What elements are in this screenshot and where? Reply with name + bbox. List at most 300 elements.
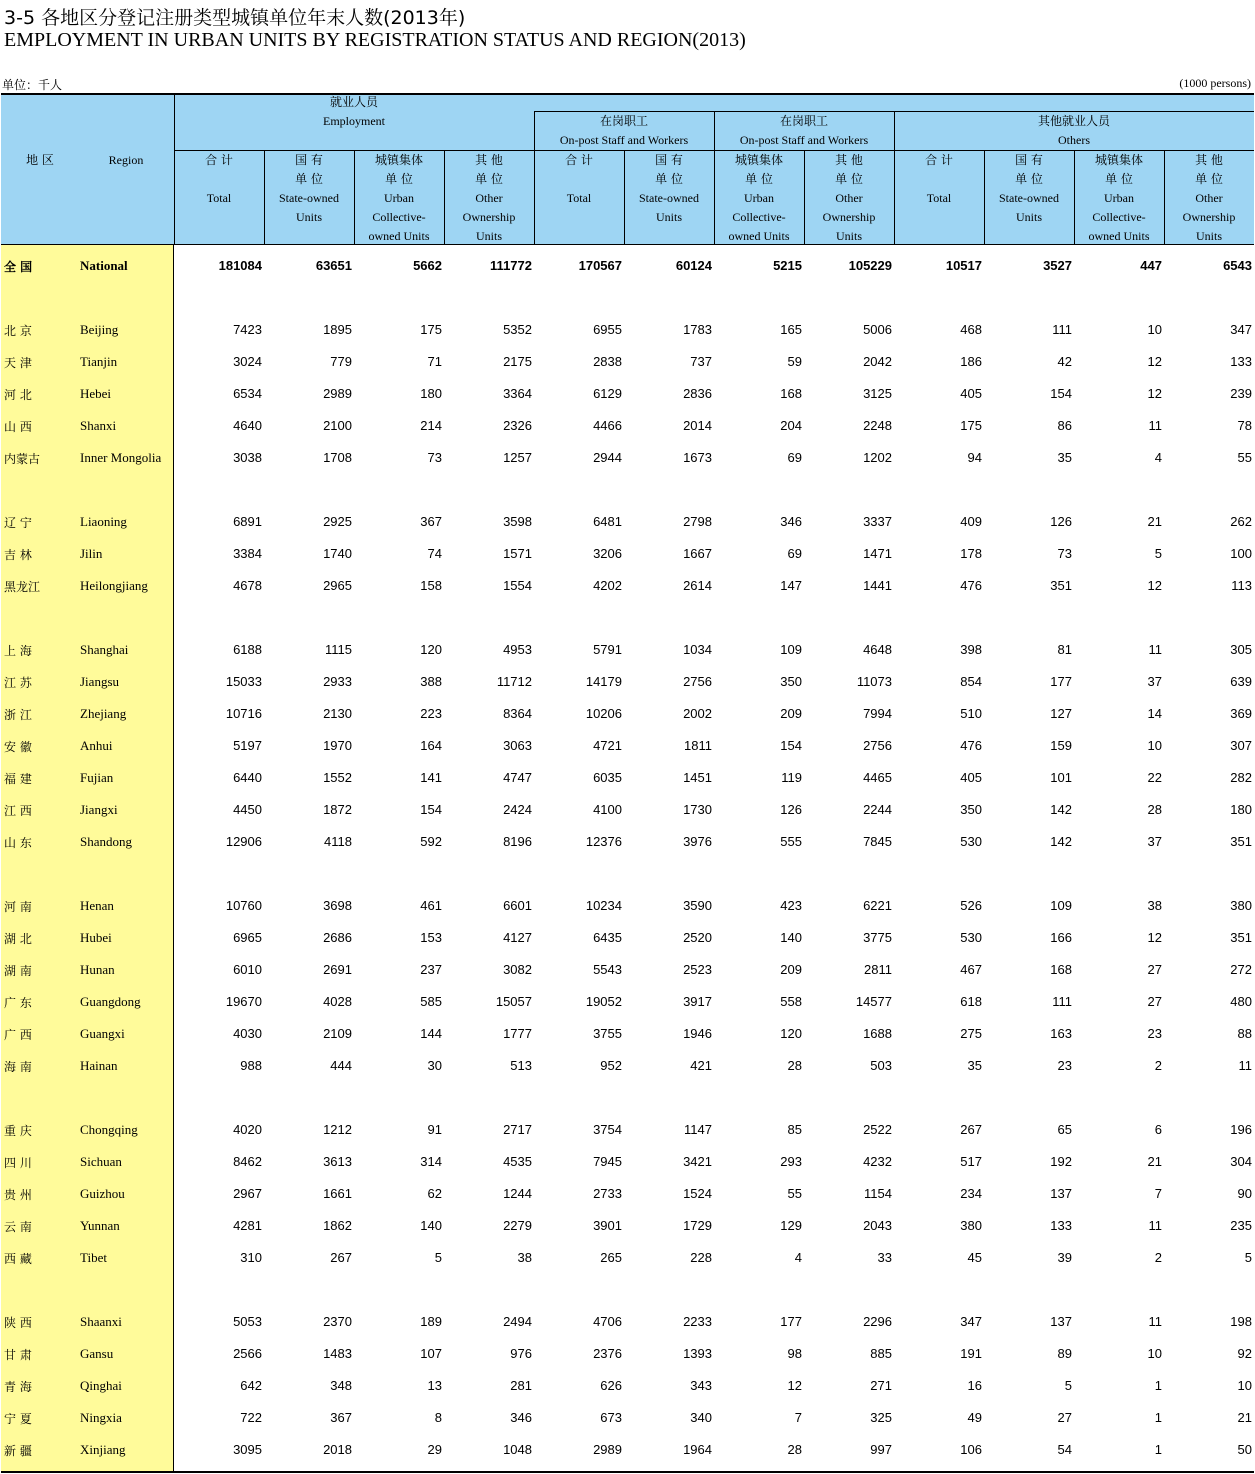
value-cell: 976 <box>510 1346 532 1361</box>
value-cell: 530 <box>960 834 982 849</box>
value-cell: 2756 <box>683 674 712 689</box>
value-cell: 119 <box>781 770 802 785</box>
value-cell: 5 <box>434 1250 442 1265</box>
value-cell: 2043 <box>863 1218 892 1233</box>
value-cell: 503 <box>870 1058 892 1073</box>
region-name-en: Guizhou <box>80 1186 125 1201</box>
value-cell: 6435 <box>593 930 622 945</box>
value-cell: 2370 <box>323 1314 352 1329</box>
value-cell: 3976 <box>683 834 712 849</box>
value-cell: 271 <box>870 1378 892 1393</box>
value-cell: 3421 <box>683 1154 712 1169</box>
value-cell: 558 <box>780 994 802 1009</box>
value-cell: 11 <box>1148 418 1162 433</box>
value-cell: 2717 <box>503 1122 532 1137</box>
region-name-en: Anhui <box>80 738 113 753</box>
value-cell: 1554 <box>503 578 532 593</box>
table-row <box>1 450 1254 470</box>
value-cell: 2522 <box>863 1122 892 1137</box>
value-cell: 6955 <box>593 322 622 337</box>
value-cell: 6221 <box>863 898 892 913</box>
value-cell: 2494 <box>503 1314 532 1329</box>
value-cell: 1 <box>1154 1378 1162 1393</box>
value-cell: 1451 <box>683 770 712 785</box>
value-cell: 642 <box>240 1378 262 1393</box>
value-cell: 6965 <box>233 930 262 945</box>
value-cell: 126 <box>1050 514 1072 529</box>
region-name-cn: 重 庆 <box>4 1124 32 1138</box>
value-cell: 3754 <box>593 1122 622 1137</box>
value-cell: 4450 <box>233 802 262 817</box>
value-cell: 73 <box>427 450 442 465</box>
value-cell: 7945 <box>593 1154 622 1169</box>
region-name-cn: 上 海 <box>4 644 32 658</box>
value-cell: 1730 <box>683 802 712 817</box>
value-cell: 1872 <box>323 802 352 817</box>
value-cell: 4648 <box>863 642 892 657</box>
region-name-cn: 辽 宁 <box>4 516 32 530</box>
value-cell: 177 <box>780 1314 802 1329</box>
value-cell: 6129 <box>593 386 622 401</box>
region-name-cn: 西 藏 <box>4 1252 32 1266</box>
value-cell: 3082 <box>503 962 532 977</box>
region-name-en: Henan <box>80 898 114 913</box>
value-cell: 120 <box>780 1026 802 1041</box>
value-cell: 55 <box>787 1186 802 1201</box>
value-cell: 165 <box>780 322 802 337</box>
value-cell: 16 <box>967 1378 982 1393</box>
value-cell: 198 <box>1230 1314 1252 1329</box>
value-cell: 2798 <box>683 514 712 529</box>
table-row <box>1 578 1254 598</box>
value-cell: 4640 <box>233 418 262 433</box>
value-cell: 1441 <box>863 578 892 593</box>
value-cell: 722 <box>240 1410 262 1425</box>
value-cell: 27 <box>1147 994 1162 1009</box>
value-cell: 779 <box>330 354 352 369</box>
value-cell: 3038 <box>233 450 262 465</box>
region-name-en: Zhejiang <box>80 706 127 721</box>
value-cell: 81 <box>1057 642 1072 657</box>
value-cell: 74 <box>427 546 442 561</box>
table-row <box>1 386 1254 406</box>
value-cell: 3698 <box>323 898 352 913</box>
region-name-en: Hebei <box>80 386 112 401</box>
region-name-en: Ningxia <box>80 1410 122 1425</box>
region-name-cn: 福 建 <box>4 772 32 786</box>
value-cell: 348 <box>330 1378 352 1393</box>
table-row <box>1 1154 1254 1174</box>
value-cell: 140 <box>780 930 802 945</box>
region-name-cn: 山 西 <box>4 420 32 434</box>
value-cell: 3527 <box>1043 258 1072 273</box>
value-cell: 4 <box>1154 450 1162 465</box>
value-cell: 10716 <box>225 706 262 721</box>
region-name-cn: 吉 林 <box>4 548 32 562</box>
value-cell: 4465 <box>863 770 892 785</box>
table-row <box>1 1250 1254 1270</box>
value-cell: 304 <box>1230 1154 1252 1169</box>
value-cell: 885 <box>870 1346 892 1361</box>
value-cell: 4 <box>794 1250 802 1265</box>
value-cell: 1212 <box>323 1122 352 1137</box>
value-cell: 3337 <box>863 514 892 529</box>
value-cell: 4535 <box>503 1154 532 1169</box>
value-cell: 267 <box>960 1122 982 1137</box>
region-name-cn: 安 徽 <box>4 740 32 754</box>
column-header-state: 国 有 单 位 State-owned Units <box>279 153 339 224</box>
value-cell: 12 <box>1147 930 1162 945</box>
value-cell: 7423 <box>233 322 262 337</box>
value-cell: 1483 <box>323 1346 352 1361</box>
value-cell: 50 <box>1237 1442 1252 1457</box>
value-cell: 28 <box>787 1058 802 1073</box>
value-cell: 4721 <box>593 738 622 753</box>
value-cell: 351 <box>1230 930 1252 945</box>
value-cell: 3206 <box>593 546 622 561</box>
value-cell: 2989 <box>323 386 352 401</box>
value-cell: 3917 <box>683 994 712 1009</box>
region-name-en: Jiangxi <box>80 802 118 817</box>
value-cell: 1740 <box>323 546 352 561</box>
value-cell: 166 <box>1050 930 1072 945</box>
value-cell: 10 <box>1147 322 1162 337</box>
value-cell: 10 <box>1147 1346 1162 1361</box>
region-name-en: Jilin <box>80 546 103 561</box>
value-cell: 347 <box>960 1314 982 1329</box>
region-name-en: Hainan <box>80 1058 118 1073</box>
value-cell: 307 <box>1230 738 1252 753</box>
value-cell: 673 <box>600 1410 622 1425</box>
value-cell: 4281 <box>233 1218 262 1233</box>
value-cell: 12 <box>1147 386 1162 401</box>
value-cell: 3613 <box>323 1154 352 1169</box>
region-name-cn: 甘 肃 <box>4 1348 32 1362</box>
value-cell: 180 <box>420 386 442 401</box>
value-cell: 3095 <box>233 1442 262 1457</box>
table-row <box>1 1378 1254 1398</box>
value-cell: 12 <box>787 1378 802 1393</box>
value-cell: 21 <box>1237 1410 1252 1425</box>
value-cell: 11 <box>1238 1058 1252 1073</box>
value-cell: 476 <box>960 578 982 593</box>
value-cell: 14577 <box>855 994 892 1009</box>
value-cell: 4678 <box>233 578 262 593</box>
value-cell: 480 <box>1230 994 1252 1009</box>
region-name-en: Beijing <box>80 322 119 337</box>
table-row <box>1 706 1254 726</box>
value-cell: 27 <box>1147 962 1162 977</box>
region-name-en: Guangxi <box>80 1026 125 1041</box>
value-cell: 223 <box>420 706 442 721</box>
value-cell: 4706 <box>593 1314 622 1329</box>
region-name-en: National <box>80 258 128 273</box>
value-cell: 2 <box>1154 1250 1162 1265</box>
value-cell: 111 <box>1052 322 1072 337</box>
value-cell: 158 <box>420 578 442 593</box>
value-cell: 189 <box>420 1314 442 1329</box>
value-cell: 7845 <box>863 834 892 849</box>
region-name-cn: 青 海 <box>4 1380 32 1394</box>
table-row <box>1 1218 1254 1238</box>
value-cell: 192 <box>1050 1154 1072 1169</box>
value-cell: 2424 <box>503 802 532 817</box>
value-cell: 2 <box>1154 1058 1162 1073</box>
value-cell: 28 <box>787 1442 802 1457</box>
column-header-coll: 城镇集体 单 位 Urban Collective- owned Units <box>728 153 790 243</box>
table-row <box>1 642 1254 662</box>
value-cell: 1862 <box>323 1218 352 1233</box>
value-cell: 517 <box>960 1154 982 1169</box>
value-cell: 4020 <box>233 1122 262 1137</box>
value-cell: 19052 <box>585 994 622 1009</box>
table-row <box>1 962 1254 982</box>
value-cell: 350 <box>960 802 982 817</box>
region-name-cn: 浙 江 <box>4 708 32 722</box>
value-cell: 154 <box>780 738 802 753</box>
value-cell: 120 <box>420 642 442 657</box>
region-name-cn: 河 南 <box>4 900 32 914</box>
value-cell: 14179 <box>585 674 622 689</box>
table-row <box>1 1122 1254 1142</box>
region-name-cn: 新 疆 <box>4 1444 32 1458</box>
value-cell: 10 <box>1237 1378 1252 1393</box>
value-cell: 2925 <box>323 514 352 529</box>
value-cell: 15033 <box>225 674 262 689</box>
value-cell: 1257 <box>503 450 532 465</box>
value-cell: 10760 <box>225 898 262 913</box>
value-cell: 37 <box>1147 834 1162 849</box>
value-cell: 265 <box>600 1250 622 1265</box>
value-cell: 2130 <box>323 706 352 721</box>
value-cell: 98 <box>787 1346 802 1361</box>
value-cell: 3775 <box>863 930 892 945</box>
value-cell: 137 <box>1050 1186 1072 1201</box>
value-cell: 1667 <box>683 546 712 561</box>
value-cell: 388 <box>420 674 442 689</box>
value-cell: 2002 <box>683 706 712 721</box>
value-cell: 1202 <box>863 450 892 465</box>
value-cell: 209 <box>780 962 802 977</box>
value-cell: 421 <box>690 1058 712 1073</box>
value-cell: 461 <box>420 898 442 913</box>
value-cell: 101 <box>1050 770 1072 785</box>
value-cell: 1571 <box>503 546 532 561</box>
value-cell: 267 <box>330 1250 352 1265</box>
value-cell: 4100 <box>593 802 622 817</box>
table-row <box>1 322 1254 342</box>
value-cell: 239 <box>1230 386 1252 401</box>
value-cell: 126 <box>780 802 802 817</box>
region-name-cn: 湖 南 <box>4 964 32 978</box>
value-cell: 4747 <box>503 770 532 785</box>
value-cell: 5543 <box>593 962 622 977</box>
value-cell: 275 <box>960 1026 982 1041</box>
value-cell: 367 <box>330 1410 352 1425</box>
value-cell: 11073 <box>856 674 892 689</box>
table-row <box>1 1314 1254 1334</box>
value-cell: 144 <box>420 1026 442 1041</box>
value-cell: 71 <box>427 354 442 369</box>
region-name-en: Fujian <box>80 770 114 785</box>
value-cell: 1115 <box>325 642 352 657</box>
value-cell: 626 <box>600 1378 622 1393</box>
value-cell: 111772 <box>490 258 532 273</box>
value-cell: 282 <box>1230 770 1252 785</box>
value-cell: 137 <box>1050 1314 1072 1329</box>
value-cell: 1729 <box>683 1218 712 1233</box>
value-cell: 2520 <box>683 930 712 945</box>
value-cell: 12906 <box>225 834 262 849</box>
value-cell: 2175 <box>503 354 532 369</box>
value-cell: 11 <box>1148 1218 1162 1233</box>
region-name-cn: 四 川 <box>4 1156 32 1170</box>
value-cell: 346 <box>780 514 802 529</box>
value-cell: 1154 <box>864 1186 892 1201</box>
value-cell: 5791 <box>593 642 622 657</box>
value-cell: 60124 <box>675 258 712 273</box>
value-cell: 305 <box>1230 642 1252 657</box>
value-cell: 21 <box>1147 514 1162 529</box>
value-cell: 159 <box>1050 738 1072 753</box>
value-cell: 1783 <box>683 322 712 337</box>
value-cell: 14 <box>1147 706 1162 721</box>
value-cell: 12 <box>1147 578 1162 593</box>
region-name-cn: 广 西 <box>4 1028 32 1042</box>
value-cell: 28 <box>1147 802 1162 817</box>
region-name-en: Shaanxi <box>80 1314 122 1329</box>
value-cell: 22 <box>1147 770 1162 785</box>
value-cell: 133 <box>1050 1218 1072 1233</box>
value-cell: 1970 <box>323 738 352 753</box>
value-cell: 6188 <box>233 642 262 657</box>
value-cell: 6543 <box>1223 258 1252 273</box>
value-cell: 2523 <box>683 962 712 977</box>
table-row <box>1 770 1254 790</box>
value-cell: 1 <box>1154 1442 1162 1457</box>
value-cell: 38 <box>517 1250 532 1265</box>
employment-group-header: 就业人员 Employment <box>323 95 385 128</box>
region-name-en: Hubei <box>80 930 112 945</box>
value-cell: 168 <box>1050 962 1072 977</box>
value-cell: 997 <box>870 1442 892 1457</box>
value-cell: 65 <box>1057 1122 1072 1137</box>
value-cell: 10517 <box>945 258 982 273</box>
column-header-state: 国 有 单 位 State-owned Units <box>999 153 1059 224</box>
value-cell: 3125 <box>863 386 892 401</box>
value-cell: 191 <box>960 1346 982 1361</box>
value-cell: 33 <box>877 1250 892 1265</box>
region-header-en: Region <box>108 153 144 167</box>
value-cell: 111 <box>1052 994 1072 1009</box>
value-cell: 2248 <box>863 418 892 433</box>
value-cell: 12376 <box>585 834 622 849</box>
table-row <box>1 994 1254 1014</box>
others-group-header: 其他就业人员 Others <box>1037 114 1110 147</box>
value-cell: 6010 <box>233 962 262 977</box>
value-cell: 314 <box>420 1154 442 1169</box>
value-cell: 2244 <box>863 802 892 817</box>
value-cell: 175 <box>420 322 442 337</box>
value-cell: 129 <box>780 1218 802 1233</box>
value-cell: 5215 <box>773 258 802 273</box>
value-cell: 109 <box>1050 898 1072 913</box>
value-cell: 585 <box>420 994 442 1009</box>
value-cell: 92 <box>1237 1346 1252 1361</box>
value-cell: 3901 <box>593 1218 622 1233</box>
value-cell: 4953 <box>503 642 532 657</box>
value-cell: 163 <box>1050 1026 1072 1041</box>
value-cell: 4127 <box>503 930 532 945</box>
unit-label-cn: 单位：千人 <box>2 78 63 92</box>
column-header-total: 合 计 Total <box>205 153 233 205</box>
value-cell: 147 <box>780 578 802 593</box>
employment-table <box>1 93 1254 1473</box>
region-name-cn: 北 京 <box>4 324 32 338</box>
value-cell: 2989 <box>593 1442 622 1457</box>
value-cell: 1393 <box>683 1346 712 1361</box>
value-cell: 1895 <box>323 322 352 337</box>
column-header-coll: 城镇集体 单 位 Urban Collective- owned Units <box>368 153 430 243</box>
region-name-cn: 宁 夏 <box>4 1412 32 1426</box>
region-name-en: Inner Mongolia <box>80 450 162 465</box>
value-cell: 1244 <box>503 1186 532 1201</box>
table-row <box>1 1410 1254 1430</box>
value-cell: 2686 <box>323 930 352 945</box>
value-cell: 380 <box>960 1218 982 1233</box>
value-cell: 5053 <box>233 1314 262 1329</box>
column-header-total: 合 计 Total <box>925 153 953 205</box>
value-cell: 423 <box>780 898 802 913</box>
value-cell: 94 <box>967 450 982 465</box>
value-cell: 351 <box>1050 578 1072 593</box>
value-cell: 347 <box>1230 322 1252 337</box>
region-name-cn: 云 南 <box>4 1220 32 1234</box>
page-title-cn: 3-5 各地区分登记注册类型城镇单位年末人数(2013年) <box>4 7 466 29</box>
table-row <box>1 1186 1254 1206</box>
value-cell: 467 <box>960 962 982 977</box>
value-cell: 88 <box>1237 1026 1252 1041</box>
value-cell: 530 <box>960 930 982 945</box>
value-cell: 106 <box>960 1442 982 1457</box>
value-cell: 42 <box>1057 354 1072 369</box>
value-cell: 37 <box>1147 674 1162 689</box>
value-cell: 86 <box>1057 418 1072 433</box>
value-cell: 343 <box>690 1378 712 1393</box>
region-name-en: Gansu <box>80 1346 114 1361</box>
value-cell: 55 <box>1237 450 1252 465</box>
value-cell: 1471 <box>863 546 892 561</box>
value-cell: 4028 <box>323 994 352 1009</box>
value-cell: 35 <box>967 1058 982 1073</box>
value-cell: 639 <box>1230 674 1252 689</box>
value-cell: 1673 <box>683 450 712 465</box>
region-name-cn: 江 西 <box>4 804 32 818</box>
value-cell: 2042 <box>863 354 892 369</box>
value-cell: 2566 <box>233 1346 262 1361</box>
value-cell: 2233 <box>683 1314 712 1329</box>
region-name-cn: 黑龙江 <box>4 580 41 594</box>
value-cell: 142 <box>1050 802 1072 817</box>
value-cell: 4030 <box>233 1026 262 1041</box>
value-cell: 1946 <box>683 1026 712 1041</box>
table-row <box>1 1442 1254 1462</box>
value-cell: 15057 <box>495 994 532 1009</box>
value-cell: 6891 <box>233 514 262 529</box>
value-cell: 346 <box>510 1410 532 1425</box>
value-cell: 237 <box>420 962 442 977</box>
value-cell: 6534 <box>233 386 262 401</box>
